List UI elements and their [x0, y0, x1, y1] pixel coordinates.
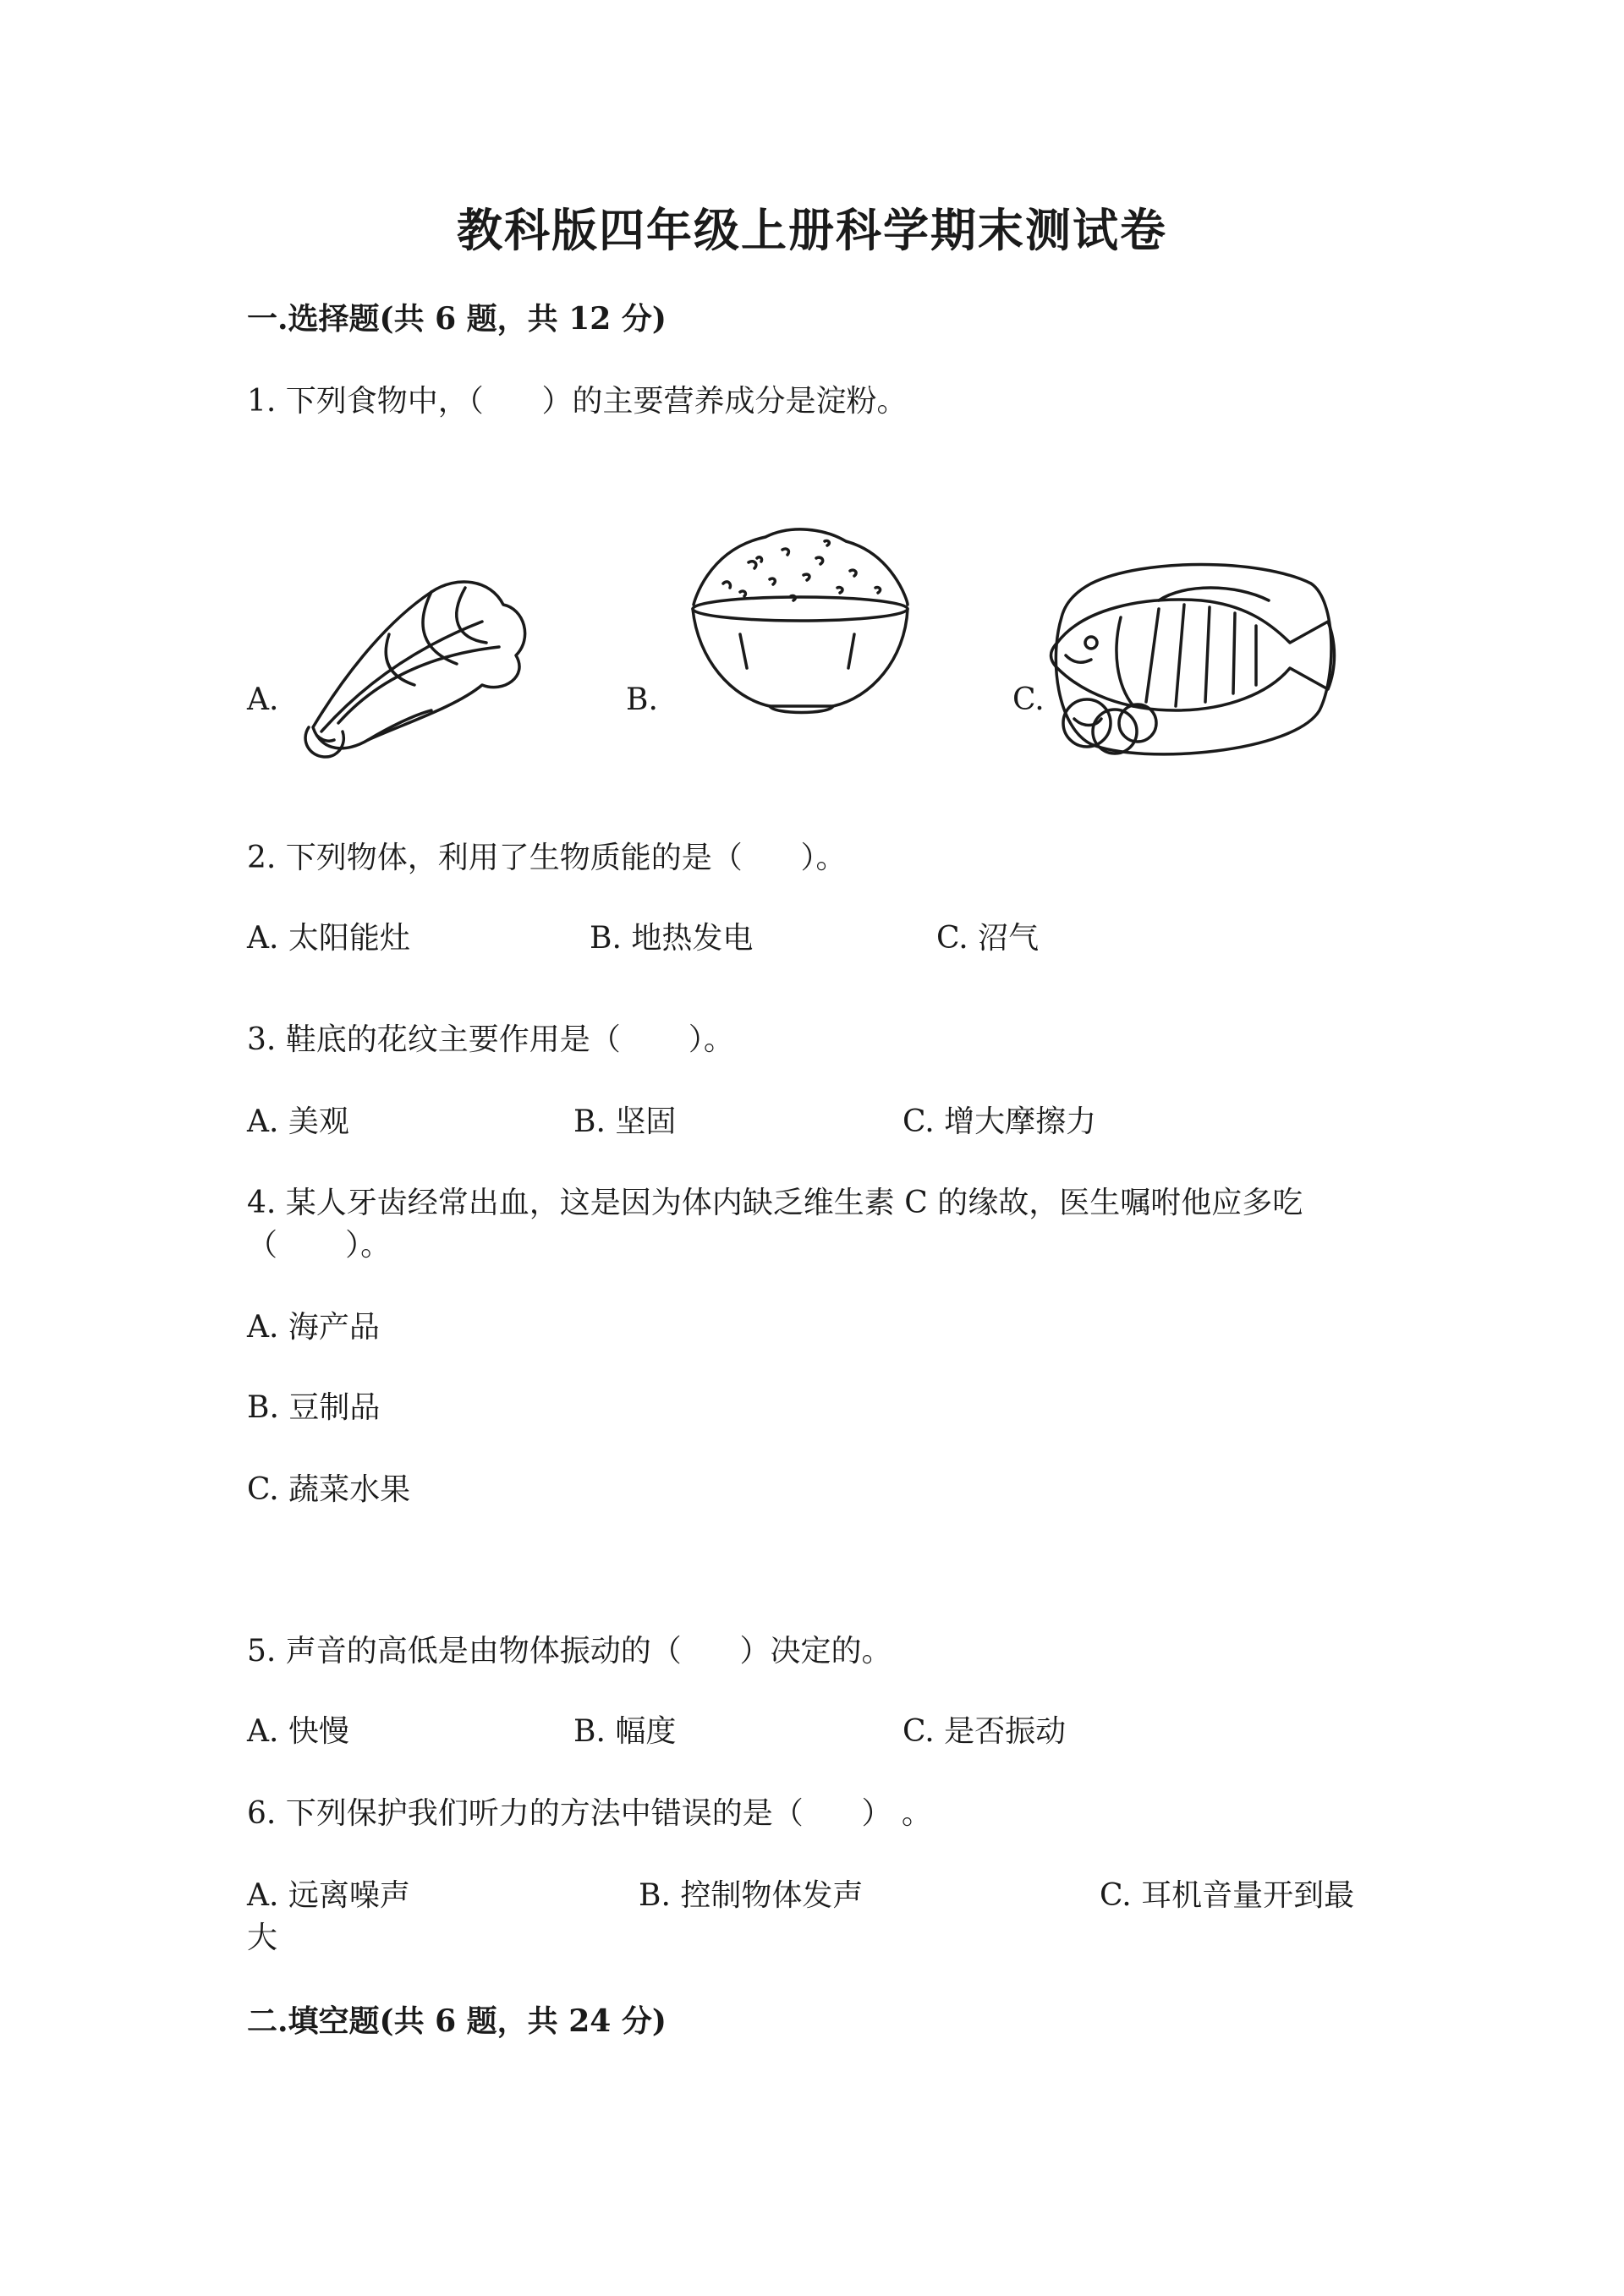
question-4-option-a: A. 海产品 — [247, 1310, 380, 1345]
question-4-stem-line1: 4. 某人牙齿经常出血，这是因为体内缺乏维生素 C 的缘故，医生嘱咐他应多吃 — [247, 1186, 1303, 1220]
question-3-option-c: C. 增大摩擦力 — [903, 1104, 1097, 1139]
question-4-stem-line2: （ ）。 — [247, 1228, 392, 1263]
question-2-option-a: A. 太阳能灶 — [247, 921, 410, 956]
rice-bowl-icon — [689, 524, 914, 719]
page-title: 教科版四年级上册科学期末测试卷 — [457, 203, 1167, 257]
question-6-option-c: C. 耳机音量开到最 — [1100, 1878, 1355, 1913]
question-2-option-b: B. 地热发电 — [590, 921, 754, 956]
question-6-option-a: A. 远离噪声 — [247, 1878, 410, 1913]
question-3-option-b: B. 坚固 — [573, 1104, 677, 1139]
cabbage-icon — [288, 558, 533, 761]
question-1-option-c-label: C. — [1012, 682, 1045, 717]
question-6-option-c-wrap: 大 — [247, 1921, 278, 1955]
question-6-stem: 6. 下列保护我们听力的方法中错误的是（ ） 。 — [247, 1796, 932, 1831]
fish-plate-icon — [1040, 558, 1345, 770]
question-4-option-c: C. 蔬菜水果 — [247, 1472, 411, 1507]
question-1-option-a-label: A. — [247, 682, 279, 717]
question-2-option-c: C. 沼气 — [936, 921, 1040, 956]
question-4-option-b: B. 豆制品 — [247, 1390, 381, 1425]
question-5-option-b: B. 幅度 — [573, 1714, 677, 1749]
question-2-stem: 2. 下列物体，利用了生物质能的是（ ）。 — [247, 841, 847, 875]
question-1-option-b-label: B. — [626, 682, 658, 717]
question-6-option-b: B. 控制物体发声 — [639, 1878, 864, 1913]
question-3-stem: 3. 鞋底的花纹主要作用是（ ）。 — [247, 1022, 734, 1057]
question-5-option-c: C. 是否振动 — [903, 1714, 1067, 1749]
section-heading-choice: 一.选择题(共 6 题，共 12 分) — [247, 301, 667, 337]
question-5-stem: 5. 声音的高低是由物体振动的（ ）决定的。 — [247, 1634, 892, 1669]
section-heading-fill-in: 二.填空题(共 6 题，共 24 分) — [247, 2003, 667, 2039]
question-5-option-a: A. 快慢 — [247, 1714, 349, 1749]
question-3-option-a: A. 美观 — [247, 1104, 349, 1139]
question-1-stem: 1. 下列食物中，（ ）的主要营养成分是淀粉。 — [247, 384, 908, 419]
